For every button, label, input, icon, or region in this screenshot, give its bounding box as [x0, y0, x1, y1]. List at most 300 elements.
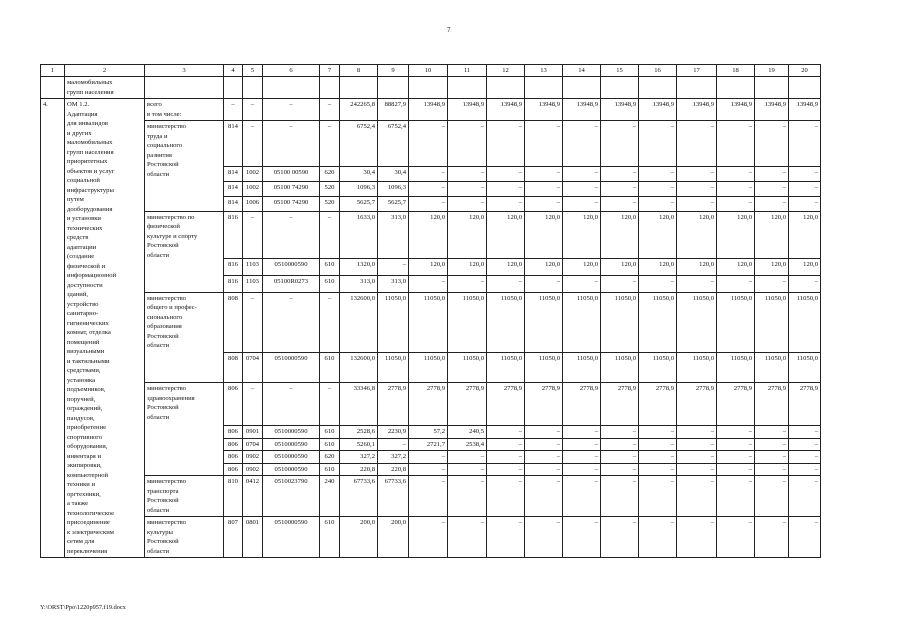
value-cell: 11050,0 — [717, 353, 755, 383]
value-cell: – — [563, 451, 601, 464]
value-cell: – — [755, 121, 789, 167]
table-row — [41, 292, 821, 353]
cell-empty — [525, 77, 563, 99]
column-number: 16 — [639, 65, 677, 77]
value-cell: 242265,8 — [340, 99, 378, 121]
value-cell: – — [525, 463, 563, 476]
value-cell: – — [525, 451, 563, 464]
value-cell: – — [448, 451, 487, 464]
value-cell: 132600,0 — [340, 353, 378, 383]
value-cell: 13948,9 — [789, 99, 821, 121]
page-number: 7 — [447, 26, 451, 34]
value-cell: – — [563, 121, 601, 167]
value-cell: 327,2 — [378, 451, 409, 464]
value-cell: 1320,0 — [340, 258, 378, 275]
value-cell: 30,4 — [340, 166, 378, 181]
value-cell: – — [601, 121, 639, 167]
value-cell: 11050,0 — [448, 353, 487, 383]
value-cell: – — [717, 426, 755, 439]
value-cell: 313,0 — [340, 275, 378, 292]
cell-empty — [263, 77, 320, 99]
table-row — [41, 383, 821, 426]
value-cell: 120,0 — [563, 211, 601, 258]
value-cell: – — [487, 275, 525, 292]
value-cell: 120,0 — [789, 211, 821, 258]
cell-empty — [677, 77, 717, 99]
value-cell: – — [789, 166, 821, 181]
value-cell: 814 — [224, 166, 243, 181]
cell-empty — [563, 77, 601, 99]
value-cell: – — [563, 517, 601, 558]
value-cell: 0510000590 — [263, 438, 320, 451]
budget-table — [40, 64, 821, 558]
value-cell: – — [448, 196, 487, 211]
value-cell: – — [789, 476, 821, 517]
value-cell: 0902 — [243, 463, 263, 476]
table-row — [41, 99, 821, 121]
value-cell: 814 — [224, 181, 243, 196]
value-cell: 120,0 — [601, 258, 639, 275]
value-cell: – — [320, 121, 340, 167]
value-cell: 5625,7 — [378, 196, 409, 211]
column-number: 2 — [65, 65, 145, 77]
footer-file-path: Y:\ORST\Ppo\1220p957.f19.docx — [40, 604, 126, 611]
value-cell: – — [487, 166, 525, 181]
value-cell: – — [409, 476, 448, 517]
value-cell: 120,0 — [639, 258, 677, 275]
value-cell: – — [639, 476, 677, 517]
table-row — [41, 121, 821, 167]
value-cell: – — [789, 121, 821, 167]
value-cell: 816 — [224, 258, 243, 275]
value-cell: 120,0 — [487, 258, 525, 275]
value-cell: 05100 74290 — [263, 196, 320, 211]
value-cell: – — [409, 517, 448, 558]
value-cell: – — [755, 517, 789, 558]
value-cell: – — [409, 275, 448, 292]
value-cell: 120,0 — [525, 258, 563, 275]
value-cell: – — [243, 121, 263, 167]
value-cell: – — [639, 181, 677, 196]
value-cell: 1002 — [243, 166, 263, 181]
value-cell: 2778,9 — [639, 383, 677, 426]
cell-empty — [487, 77, 525, 99]
value-cell: 2778,9 — [755, 383, 789, 426]
value-cell: 11050,0 — [378, 353, 409, 383]
value-cell: – — [601, 166, 639, 181]
value-cell: 120,0 — [448, 258, 487, 275]
cell-empty — [320, 77, 340, 99]
value-cell: 806 — [224, 426, 243, 439]
value-cell: – — [263, 383, 320, 426]
value-cell: 13948,9 — [677, 99, 717, 121]
value-cell: – — [601, 463, 639, 476]
value-cell: 13948,9 — [409, 99, 448, 121]
value-cell: – — [448, 517, 487, 558]
value-cell: 620 — [320, 451, 340, 464]
value-cell: 2721,7 — [409, 438, 448, 451]
value-cell: – — [639, 166, 677, 181]
column-number: 18 — [717, 65, 755, 77]
value-cell: 05100 00590 — [263, 166, 320, 181]
value-cell: – — [717, 275, 755, 292]
value-cell: – — [487, 476, 525, 517]
value-cell: – — [563, 438, 601, 451]
value-cell: 120,0 — [755, 258, 789, 275]
value-cell: – — [378, 258, 409, 275]
value-cell: – — [243, 211, 263, 258]
value-cell: – — [639, 275, 677, 292]
value-cell: 11050,0 — [525, 292, 563, 353]
value-cell: – — [409, 166, 448, 181]
value-cell: 13948,9 — [755, 99, 789, 121]
column-number: 10 — [409, 65, 448, 77]
column-number: 12 — [487, 65, 525, 77]
value-cell: – — [755, 451, 789, 464]
column-number: 11 — [448, 65, 487, 77]
value-cell: – — [677, 196, 717, 211]
value-cell: – — [320, 383, 340, 426]
value-cell: 120,0 — [448, 211, 487, 258]
value-cell: 6752,4 — [340, 121, 378, 167]
column-number: 14 — [563, 65, 601, 77]
value-cell: 816 — [224, 211, 243, 258]
cell-empty — [243, 77, 263, 99]
executor-cell: всего в том числе: — [145, 99, 224, 121]
value-cell: – — [717, 451, 755, 464]
value-cell: 200,0 — [340, 517, 378, 558]
value-cell: 806 — [224, 463, 243, 476]
value-cell: 0704 — [243, 353, 263, 383]
value-cell: 808 — [224, 292, 243, 353]
value-cell: – — [320, 99, 340, 121]
value-cell: 11050,0 — [487, 353, 525, 383]
value-cell: 0510000590 — [263, 451, 320, 464]
value-cell: – — [563, 166, 601, 181]
value-cell: – — [378, 438, 409, 451]
header-row — [41, 65, 821, 77]
value-cell: – — [409, 181, 448, 196]
cell-empty — [639, 77, 677, 99]
event-number: 4. — [41, 99, 65, 558]
value-cell: 2778,9 — [378, 383, 409, 426]
value-cell: – — [717, 517, 755, 558]
value-cell: – — [563, 426, 601, 439]
value-cell: 120,0 — [639, 211, 677, 258]
value-cell: – — [755, 166, 789, 181]
value-cell: – — [677, 426, 717, 439]
continuation-text: маломобильных групп населения — [65, 77, 145, 99]
value-cell: 2538,4 — [448, 438, 487, 451]
value-cell: 120,0 — [525, 211, 563, 258]
value-cell: 5260,1 — [340, 438, 378, 451]
value-cell: – — [789, 463, 821, 476]
value-cell: – — [677, 121, 717, 167]
value-cell: – — [525, 166, 563, 181]
cell-empty — [41, 77, 65, 99]
value-cell: 0901 — [243, 426, 263, 439]
value-cell: – — [717, 196, 755, 211]
value-cell: 520 — [320, 196, 340, 211]
value-cell: 2778,9 — [601, 383, 639, 426]
value-cell: 13948,9 — [525, 99, 563, 121]
value-cell: 132600,0 — [340, 292, 378, 353]
value-cell: – — [448, 275, 487, 292]
value-cell: 120,0 — [563, 258, 601, 275]
value-cell: – — [677, 438, 717, 451]
value-cell: 814 — [224, 196, 243, 211]
value-cell: – — [601, 275, 639, 292]
cell-empty — [601, 77, 639, 99]
cell-empty — [448, 77, 487, 99]
value-cell: 120,0 — [677, 211, 717, 258]
value-cell: – — [717, 476, 755, 517]
value-cell: – — [409, 463, 448, 476]
event-name: ОМ 1.2. Адаптация для инвалидов и других маломобильных групп населения приоритетных объектов и услуг социальной инфраструктуры путем дооборудования и установки технических средств адаптации (создание физической и информационной доступности зданий, устройство санитарно- гигиенических комнат, отделка помещений визуальными и тактильными средствами, установка подъемников, поручней, ограждений, пандусов, приобретение спортивного оборудования, инвентаря и экипировки, компьютерной техники и оргтехники, а также технологическое присоединение к электрическим сетям для переключения — [65, 99, 145, 558]
value-cell: – — [639, 121, 677, 167]
value-cell: 13948,9 — [563, 99, 601, 121]
value-cell: 120,0 — [717, 211, 755, 258]
value-cell: – — [525, 275, 563, 292]
value-cell: 814 — [224, 121, 243, 167]
value-cell: 13948,9 — [639, 99, 677, 121]
value-cell: – — [639, 438, 677, 451]
value-cell: 0412 — [243, 476, 263, 517]
cell-empty — [145, 77, 224, 99]
value-cell: 11050,0 — [755, 292, 789, 353]
value-cell: – — [717, 438, 755, 451]
value-cell: 120,0 — [677, 258, 717, 275]
value-cell: – — [525, 121, 563, 167]
value-cell: – — [487, 451, 525, 464]
value-cell: 807 — [224, 517, 243, 558]
value-cell: – — [487, 121, 525, 167]
value-cell: 2778,9 — [525, 383, 563, 426]
column-number: 6 — [263, 65, 320, 77]
value-cell: 05100 74290 — [263, 181, 320, 196]
value-cell: – — [409, 196, 448, 211]
value-cell: – — [639, 517, 677, 558]
value-cell: 0510000590 — [263, 426, 320, 439]
column-number: 13 — [525, 65, 563, 77]
value-cell: 11050,0 — [601, 292, 639, 353]
value-cell: – — [639, 451, 677, 464]
value-cell: – — [525, 438, 563, 451]
value-cell: – — [639, 463, 677, 476]
value-cell: 57,2 — [409, 426, 448, 439]
column-number: 5 — [243, 65, 263, 77]
value-cell: 200,0 — [378, 517, 409, 558]
value-cell: – — [755, 438, 789, 451]
value-cell: 2778,9 — [717, 383, 755, 426]
value-cell: – — [525, 476, 563, 517]
value-cell: 240 — [320, 476, 340, 517]
table-row — [41, 211, 821, 258]
value-cell: 13948,9 — [448, 99, 487, 121]
value-cell: 313,0 — [378, 275, 409, 292]
executor-cell: министерство транспорта Ростовской области — [145, 476, 224, 517]
value-cell: – — [448, 463, 487, 476]
value-cell: 5625,7 — [340, 196, 378, 211]
value-cell: 816 — [224, 275, 243, 292]
value-cell: – — [755, 181, 789, 196]
value-cell: 11050,0 — [448, 292, 487, 353]
value-cell: 0704 — [243, 438, 263, 451]
value-cell: – — [448, 476, 487, 517]
value-cell: – — [409, 451, 448, 464]
value-cell: 120,0 — [409, 211, 448, 258]
value-cell: – — [487, 463, 525, 476]
value-cell: – — [563, 463, 601, 476]
column-number: 3 — [145, 65, 224, 77]
value-cell: 11050,0 — [525, 353, 563, 383]
value-cell: 11050,0 — [677, 292, 717, 353]
value-cell: – — [601, 438, 639, 451]
value-cell: 2528,6 — [340, 426, 378, 439]
value-cell: – — [448, 181, 487, 196]
value-cell: 11050,0 — [789, 292, 821, 353]
value-cell: – — [243, 383, 263, 426]
column-number: 19 — [755, 65, 789, 77]
value-cell: – — [789, 181, 821, 196]
value-cell: – — [525, 517, 563, 558]
value-cell: 11050,0 — [755, 353, 789, 383]
value-cell: – — [677, 463, 717, 476]
value-cell: 610 — [320, 517, 340, 558]
value-cell: 1096,3 — [378, 181, 409, 196]
value-cell: 120,0 — [717, 258, 755, 275]
value-cell: – — [320, 292, 340, 353]
value-cell: – — [755, 426, 789, 439]
value-cell: 120,0 — [487, 211, 525, 258]
value-cell: 610 — [320, 353, 340, 383]
value-cell: 120,0 — [601, 211, 639, 258]
value-cell: 11050,0 — [409, 292, 448, 353]
value-cell: 05100R0273 — [263, 275, 320, 292]
value-cell: 11050,0 — [639, 292, 677, 353]
value-cell: – — [755, 476, 789, 517]
cell-empty — [340, 77, 378, 99]
value-cell: 11050,0 — [563, 353, 601, 383]
value-cell: 610 — [320, 275, 340, 292]
value-cell: 1633,0 — [340, 211, 378, 258]
value-cell: – — [789, 426, 821, 439]
value-cell: – — [601, 426, 639, 439]
value-cell: – — [525, 196, 563, 211]
value-cell: 120,0 — [755, 211, 789, 258]
value-cell: – — [263, 211, 320, 258]
value-cell: 313,0 — [378, 211, 409, 258]
value-cell: – — [789, 517, 821, 558]
value-cell: 1006 — [243, 196, 263, 211]
executor-cell: министерство здравоохранения Ростовской области — [145, 383, 224, 476]
value-cell: – — [601, 451, 639, 464]
value-cell: – — [789, 438, 821, 451]
value-cell: 2778,9 — [409, 383, 448, 426]
value-cell: – — [487, 181, 525, 196]
value-cell: 2230,9 — [378, 426, 409, 439]
value-cell: 0510000590 — [263, 353, 320, 383]
value-cell: – — [601, 196, 639, 211]
value-cell: – — [263, 292, 320, 353]
value-cell: 0801 — [243, 517, 263, 558]
value-cell: – — [563, 181, 601, 196]
value-cell: – — [755, 275, 789, 292]
value-cell: 327,2 — [340, 451, 378, 464]
value-cell: – — [487, 438, 525, 451]
continuation-row — [41, 77, 821, 99]
value-cell: 2778,9 — [487, 383, 525, 426]
value-cell: – — [243, 99, 263, 121]
value-cell: – — [639, 426, 677, 439]
value-cell: – — [639, 196, 677, 211]
value-cell: – — [789, 451, 821, 464]
value-cell: – — [263, 99, 320, 121]
column-number: 1 — [41, 65, 65, 77]
value-cell: – — [487, 517, 525, 558]
value-cell: 0510000590 — [263, 517, 320, 558]
value-cell: 67733,6 — [378, 476, 409, 517]
value-cell: – — [224, 99, 243, 121]
value-cell: 11050,0 — [378, 292, 409, 353]
value-cell: 1096,3 — [340, 181, 378, 196]
column-number: 20 — [789, 65, 821, 77]
value-cell: 13948,9 — [487, 99, 525, 121]
value-cell: 2778,9 — [448, 383, 487, 426]
value-cell: – — [320, 211, 340, 258]
value-cell: 88827,9 — [378, 99, 409, 121]
value-cell: 2778,9 — [563, 383, 601, 426]
value-cell: 11050,0 — [717, 292, 755, 353]
value-cell: 0510000590 — [263, 258, 320, 275]
value-cell: 1103 — [243, 275, 263, 292]
executor-cell: министерство культуры Ростовской области — [145, 517, 224, 558]
value-cell: 120,0 — [789, 258, 821, 275]
value-cell: – — [755, 196, 789, 211]
value-cell: 11050,0 — [789, 353, 821, 383]
column-number: 15 — [601, 65, 639, 77]
value-cell: 0510000590 — [263, 463, 320, 476]
value-cell: 2778,9 — [789, 383, 821, 426]
value-cell: 13948,9 — [601, 99, 639, 121]
value-cell: – — [563, 476, 601, 517]
value-cell: 30,4 — [378, 166, 409, 181]
column-number: 4 — [224, 65, 243, 77]
value-cell: – — [677, 476, 717, 517]
value-cell: 11050,0 — [487, 292, 525, 353]
value-cell: 1103 — [243, 258, 263, 275]
column-number: 7 — [320, 65, 340, 77]
value-cell: – — [263, 121, 320, 167]
value-cell: 11050,0 — [409, 353, 448, 383]
value-cell: – — [717, 121, 755, 167]
cell-empty — [755, 77, 789, 99]
value-cell: 11050,0 — [639, 353, 677, 383]
value-cell: 610 — [320, 438, 340, 451]
value-cell: – — [789, 196, 821, 211]
value-cell: – — [717, 181, 755, 196]
value-cell: – — [525, 426, 563, 439]
value-cell: 13948,9 — [717, 99, 755, 121]
value-cell: 120,0 — [409, 258, 448, 275]
value-cell: 220,8 — [340, 463, 378, 476]
value-cell: – — [677, 517, 717, 558]
value-cell: – — [525, 181, 563, 196]
value-cell: – — [677, 451, 717, 464]
value-cell: – — [677, 166, 717, 181]
value-cell: – — [487, 196, 525, 211]
value-cell: 610 — [320, 463, 340, 476]
